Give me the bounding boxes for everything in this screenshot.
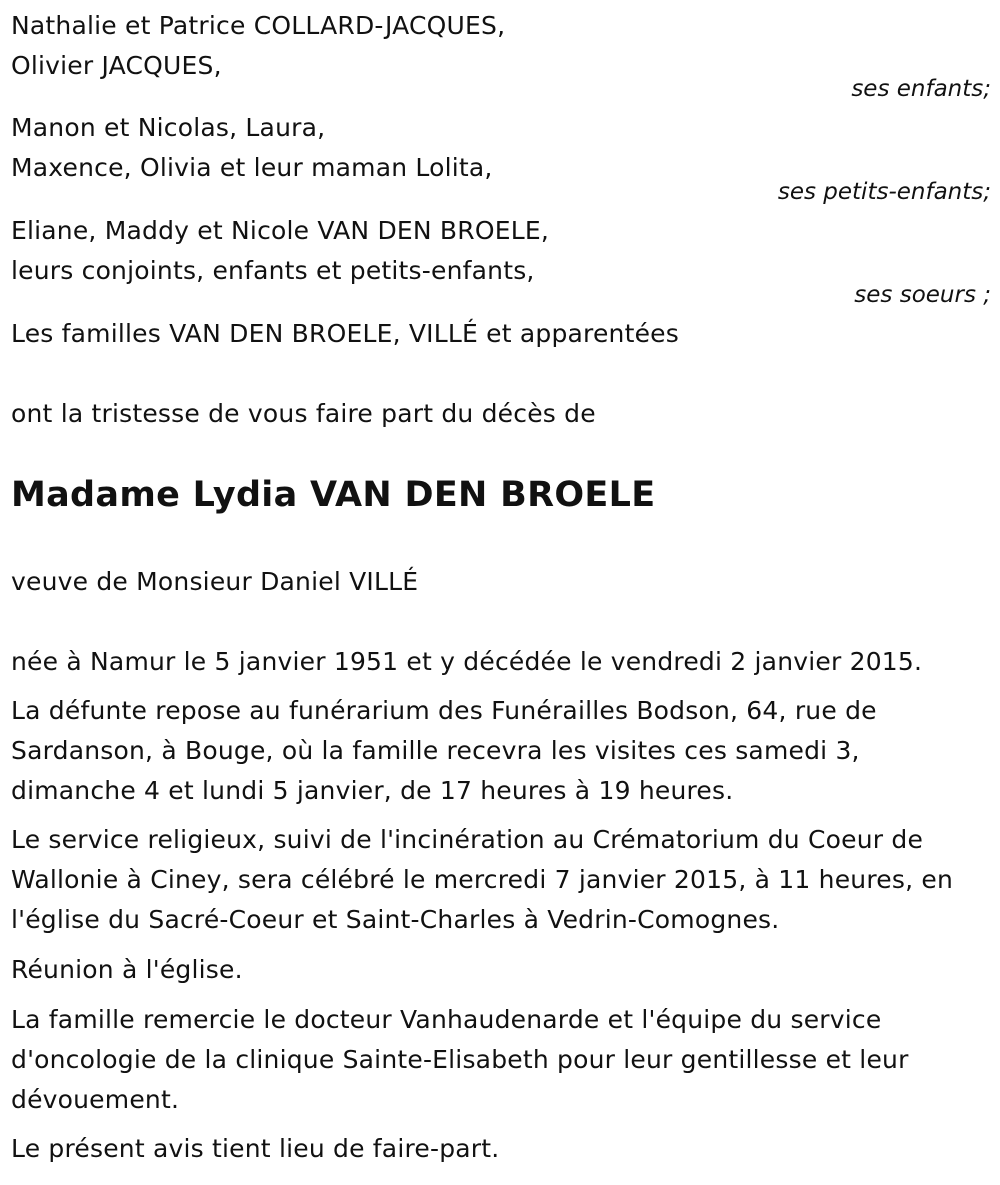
family-line: Eliane, Maddy et Nicole VAN DEN BROELE, bbox=[11, 216, 550, 245]
family-line: leurs conjoints, enfants et petits-enfants, bbox=[11, 256, 535, 285]
deceased-name: Madame Lydia VAN DEN BROELE bbox=[11, 475, 656, 515]
families-line: Les familles VAN DEN BROELE, VILLÉ et apparentées bbox=[11, 319, 679, 348]
relation-label-children: ses enfants; bbox=[851, 76, 991, 102]
family-line: Olivier JACQUES, bbox=[11, 51, 222, 80]
relation-label-sisters: ses soeurs ; bbox=[854, 282, 991, 308]
birth-death-line: née à Namur le 5 janvier 1951 et y décédée le vendredi 2 janvier 2015. bbox=[11, 647, 923, 676]
family-line: Nathalie et Patrice COLLARD-JACQUES, bbox=[11, 11, 506, 40]
family-line: Maxence, Olivia et leur maman Lolita, bbox=[11, 153, 493, 182]
family-line: Manon et Nicolas, Laura, bbox=[11, 113, 326, 142]
widow-of-line: veuve de Monsieur Daniel VILLÉ bbox=[11, 567, 419, 596]
obituary-notice bbox=[11, 0, 991, 1185]
notice-paragraph: Le présent avis tient lieu de faire-part. bbox=[11, 1134, 500, 1163]
relation-label-grandchildren: ses petits-enfants; bbox=[777, 179, 991, 205]
wake-paragraph: La défunte repose au funérarium des Funérailles Bodson, 64, rue de Sardanson, à Bouge, où la famille recevra les visites ces samedi 3, dimanche 4 et lundi 5 janvier, de 17 heures à 19 heures. bbox=[11, 696, 877, 805]
announcement-text: ont la tristesse de vous faire part du décès de bbox=[11, 399, 596, 428]
service-paragraph: Le service religieux, suivi de l'incinération au Crématorium du Coeur de Wallonie à Ciney, sera célébré le mercredi 7 janvier 2015, à 11 heures, en l'église du Sacré-Coeur et Saint-Charles à Vedrin-Comognes. bbox=[11, 825, 953, 934]
reunion-paragraph: Réunion à l'église. bbox=[11, 955, 243, 984]
thanks-paragraph: La famille remercie le docteur Vanhaudenarde et l'équipe du service d'oncologie de la clinique Sainte-Elisabeth pour leur gentillesse et leur dévouement. bbox=[11, 1005, 909, 1114]
